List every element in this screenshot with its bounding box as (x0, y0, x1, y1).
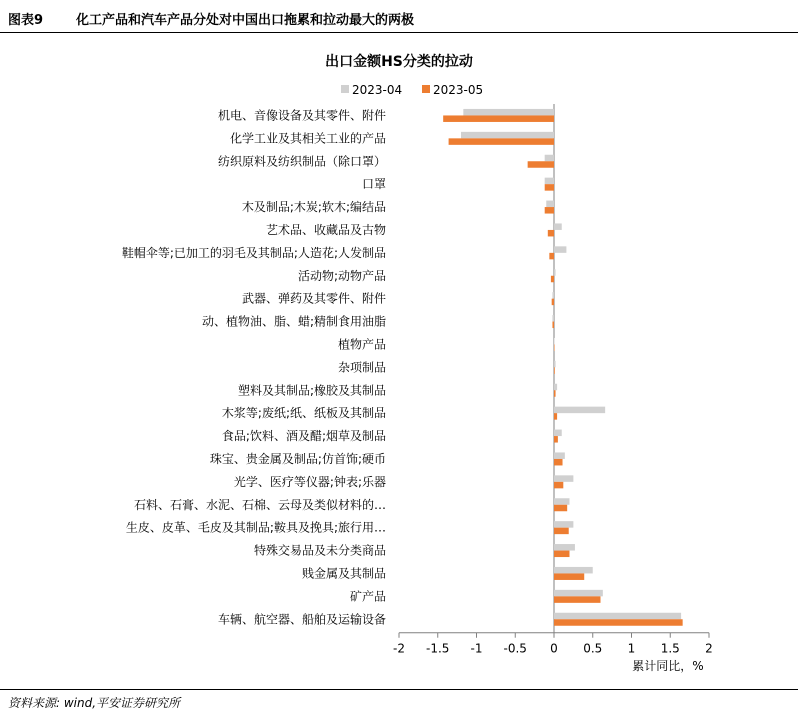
x-tick-label: -2 (393, 641, 405, 656)
category-label: 武器、弹药及其零件、附件 (241, 291, 386, 306)
bar-2023-05 (554, 619, 683, 626)
category-label: 贱金属及其制品 (301, 566, 386, 581)
figure-footer (0, 689, 798, 723)
bar-2023-05 (545, 207, 554, 214)
category-label: 植物产品 (337, 337, 386, 352)
category-label: 光学、医疗等仪器;钟表;乐器 (233, 474, 386, 489)
bar-2023-05 (554, 528, 569, 535)
x-tick-label: -1 (470, 641, 483, 656)
x-tick-label: -0.5 (503, 641, 527, 656)
bar-2023-04 (554, 567, 593, 574)
legend-label-2023-04: 2023-04 (352, 83, 403, 97)
x-tick-label: 1 (627, 641, 636, 656)
category-label: 石料、石膏、水泥、石棉、云母及类似材料的… (133, 497, 386, 512)
bar-2023-05 (554, 596, 601, 603)
bar-2023-05 (554, 390, 556, 397)
chart-svg (0, 38, 798, 688)
bar-2023-04 (545, 178, 554, 185)
category-label: 木及制品;木炭;软木;编结品 (241, 200, 386, 215)
bar-2023-05 (554, 413, 557, 420)
bar-2023-04 (552, 292, 554, 299)
bar-2023-05 (551, 276, 554, 283)
category-label: 木浆等;废纸;纸、纸板及其制品 (221, 406, 386, 421)
header-divider (0, 32, 798, 33)
figure-header (0, 0, 798, 36)
bar-2023-05 (548, 230, 554, 237)
bar-2023-04 (554, 384, 557, 391)
bar-2023-04 (554, 498, 570, 505)
category-label: 食品;饮料、酒及醋;烟草及制品 (221, 429, 386, 444)
bar-2023-04 (554, 521, 573, 528)
bar-2023-05 (554, 367, 555, 374)
bar-2023-05 (528, 161, 554, 168)
category-label: 鞋帽伞等;已加工的羽毛及其制品;人造花;人发制品 (121, 245, 386, 260)
figure-title: 化工产品和汽车产品分处对中国出口拖累和拉动最大的两极 (76, 13, 415, 28)
x-tick-label: -1.5 (426, 641, 450, 656)
chart-title: 出口金额HS分类的拉动 (325, 54, 473, 70)
footer-divider (0, 689, 798, 690)
bar-2023-04 (554, 475, 573, 482)
bar-2023-04 (546, 201, 554, 208)
bar-2023-04 (554, 430, 562, 437)
category-label: 塑料及其制品;橡胶及其制品 (237, 383, 386, 398)
bar-2023-04 (461, 132, 554, 139)
bar-2023-04 (552, 315, 554, 322)
bar-2023-05 (549, 253, 554, 260)
bar-2023-04 (554, 223, 562, 230)
legend-swatch-2023-05 (422, 85, 430, 93)
category-label: 车辆、航空器、船舶及运输设备 (217, 612, 386, 627)
category-label: 活动物;动物产品 (297, 268, 386, 283)
category-label: 动、植物油、脂、蜡;精制食用油脂 (201, 314, 386, 329)
category-label: 口罩 (361, 177, 386, 192)
source-note: 资料来源: wind,平安证券研究所 (8, 696, 181, 710)
bar-2023-04 (554, 269, 556, 276)
category-label: 机电、音像设备及其零件、附件 (217, 108, 386, 123)
bar-2023-04 (554, 613, 681, 620)
bar-2023-05 (443, 115, 554, 122)
bar-2023-04 (545, 155, 554, 162)
bar-2023-05 (554, 573, 584, 580)
x-tick-label: 0 (550, 641, 558, 656)
bar-2023-04 (463, 109, 554, 116)
legend-label-2023-05: 2023-05 (433, 83, 484, 97)
bar-2023-04 (554, 338, 555, 345)
bar-2023-05 (554, 551, 570, 558)
category-label: 化学工业及其相关工业的产品 (229, 131, 386, 146)
x-tick-label: 0.5 (583, 641, 603, 656)
bar-2023-04 (554, 544, 575, 551)
bar-2023-04 (554, 452, 565, 459)
bar-2023-05 (545, 184, 554, 191)
figure-number: 图表9 (8, 13, 44, 28)
bar-2023-05 (554, 344, 555, 351)
category-label: 生皮、皮革、毛皮及其制品;鞍具及挽具;旅行用… (125, 520, 386, 535)
category-label: 珠宝、贵金属及制品;仿首饰;硬币 (209, 451, 386, 466)
bar-2023-05 (554, 459, 563, 466)
x-tick-label: 2 (705, 641, 713, 656)
bar-2023-05 (554, 482, 563, 489)
bar-2023-04 (554, 246, 566, 253)
plot-area (122, 104, 713, 656)
bar-2023-05 (552, 299, 554, 306)
category-label: 纺织原料及纺织制品（除口罩） (217, 154, 386, 169)
bar-2023-04 (554, 407, 605, 414)
category-label: 矿产品 (349, 589, 386, 604)
bar-2023-05 (449, 138, 554, 145)
legend-swatch-2023-04 (341, 85, 349, 93)
x-tick-label: 1.5 (660, 641, 680, 656)
category-label: 特殊交易品及未分类商品 (253, 543, 386, 558)
category-label: 艺术品、收藏品及古物 (265, 222, 386, 237)
bar-2023-05 (554, 505, 567, 512)
bar-2023-04 (554, 361, 556, 368)
bar-2023-05 (552, 322, 554, 329)
x-axis-label: 累计同比，% (632, 659, 704, 673)
bar-2023-04 (554, 590, 603, 597)
legend (341, 83, 483, 97)
category-label: 杂项制品 (337, 360, 386, 375)
bar-2023-05 (554, 436, 558, 443)
